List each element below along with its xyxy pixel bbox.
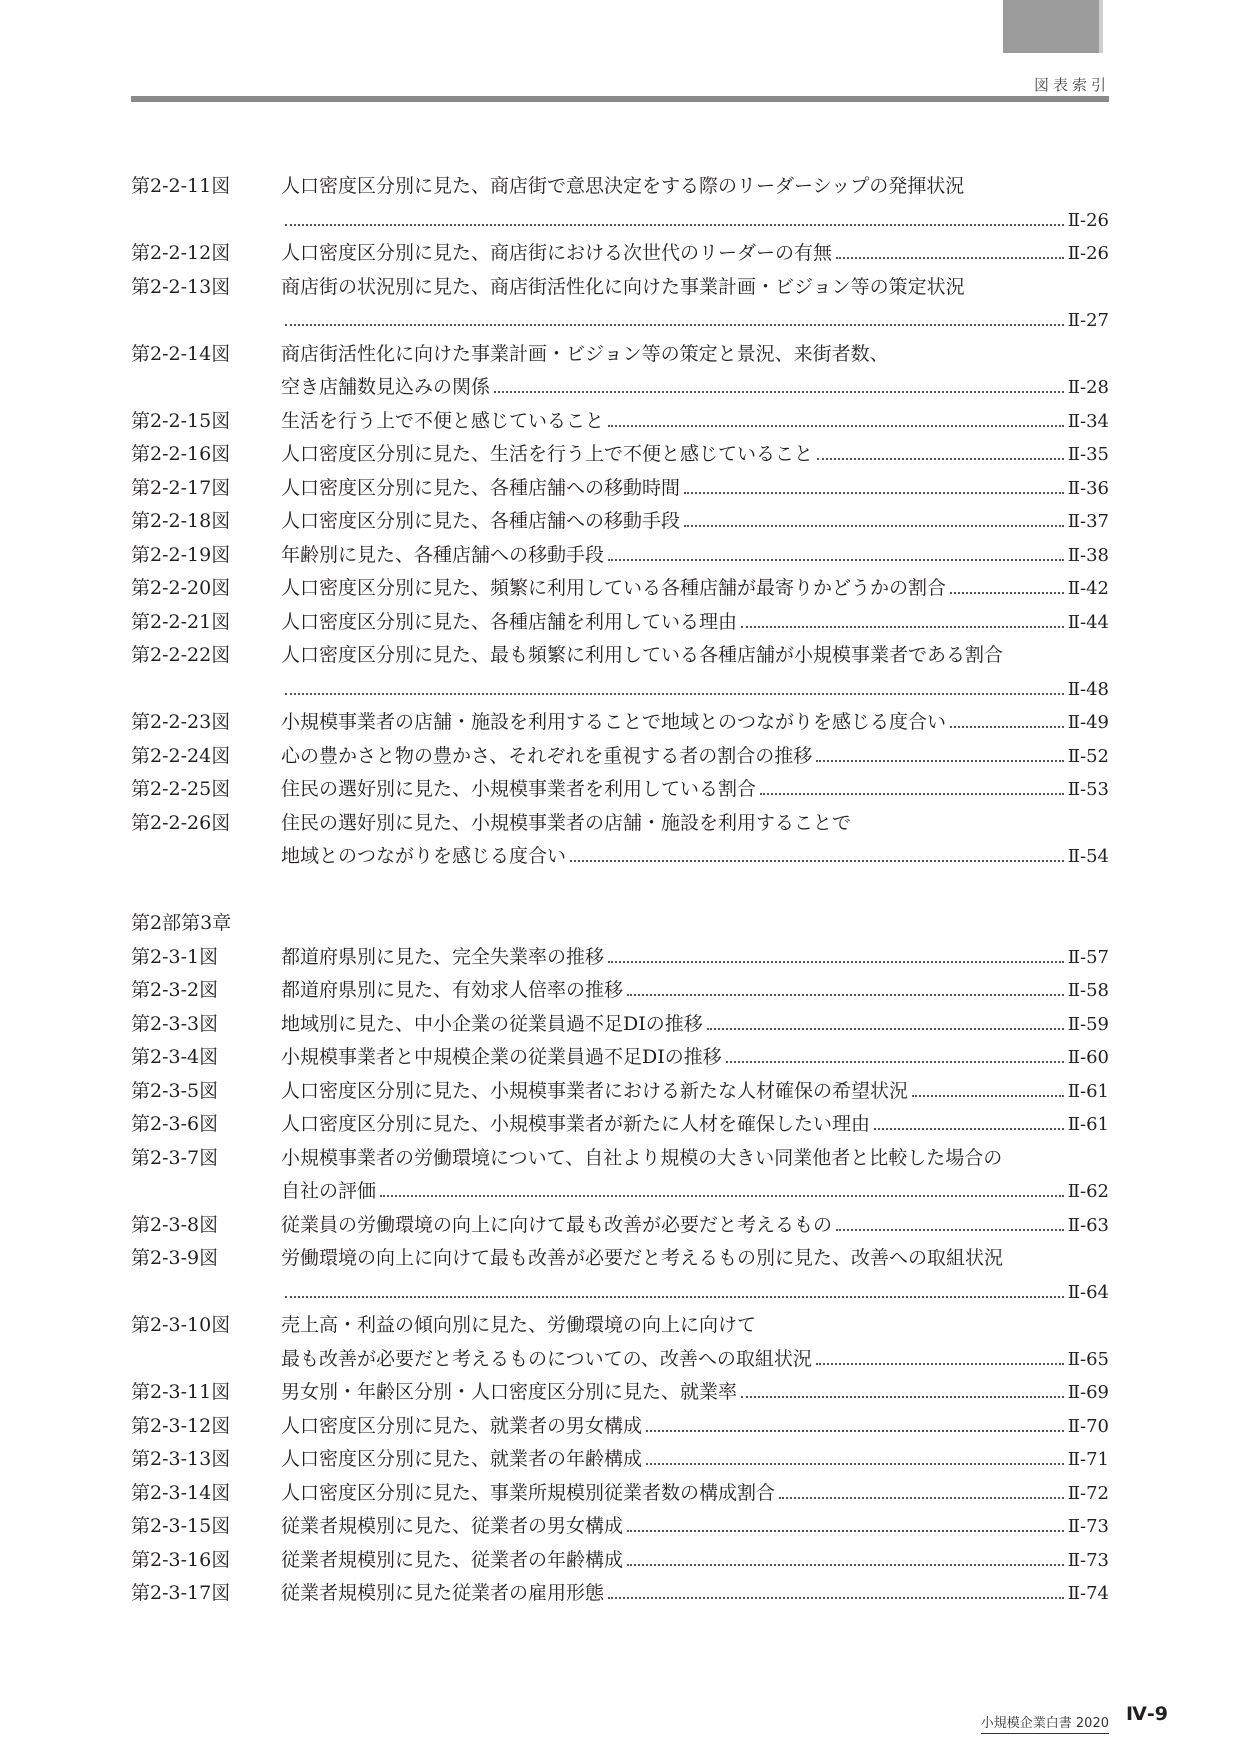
page-reference: Ⅱ-64 (1067, 1281, 1109, 1303)
figure-title: 従業員の労働環境の向上に向けて最も改善が必要だと考えるもの (281, 1213, 833, 1236)
entry-line (281, 338, 1109, 372)
figure-title: 人口密度区分別に見た、生活を行う上で不便と感じていること (281, 443, 814, 465)
figure-code: 第2-2-21図 (131, 610, 231, 633)
page-number: Ⅳ-9 (1126, 1703, 1168, 1725)
entry-body (281, 170, 1109, 237)
figure-code: 第2-2-16図 (131, 443, 231, 465)
page-reference: Ⅱ-35 (1067, 444, 1109, 465)
page-reference: Ⅱ-44 (1067, 611, 1109, 633)
page-reference: Ⅱ-36 (1067, 477, 1109, 499)
footer (0, 1712, 1109, 1734)
entry-line (281, 438, 1109, 472)
index-entry (131, 1477, 1109, 1511)
figure-title: 最も改善が必要だと考えるものについての、改善への取組状況 (281, 1347, 812, 1370)
figure-code: 第2-3-17図 (131, 1582, 231, 1604)
entry-body (281, 405, 1109, 439)
dot-leader (950, 726, 1064, 728)
page-reference: Ⅱ-28 (1067, 377, 1109, 398)
entry-body (281, 539, 1109, 573)
index-entry (131, 1510, 1109, 1544)
dot-leader (627, 994, 1064, 996)
page-reference: Ⅱ-48 (1067, 678, 1109, 700)
page-reference: Ⅱ-59 (1067, 1013, 1109, 1035)
dot-leader (816, 760, 1064, 762)
index-entry (131, 1142, 1109, 1209)
entry-line (281, 673, 1109, 707)
dot-leader (285, 693, 1064, 695)
dot-leader (760, 793, 1064, 795)
dot-leader (627, 1564, 1064, 1566)
index-list-part2-ch2 (131, 170, 1109, 874)
index-entry (131, 170, 1109, 237)
entry-body (281, 505, 1109, 539)
index-entry (131, 1209, 1109, 1243)
page-reference: Ⅱ-73 (1067, 1549, 1109, 1571)
index-entry (131, 941, 1109, 975)
corner-tab (1003, 0, 1103, 53)
page-reference: Ⅱ-63 (1067, 1214, 1109, 1236)
dot-leader (608, 559, 1064, 561)
entry-body (281, 1108, 1109, 1142)
entry-line (281, 237, 1109, 271)
figure-title: 心の豊かさと物の豊かさ、それぞれを重視する者の割合の推移 (281, 744, 813, 767)
entry-body (281, 1577, 1109, 1611)
entry-line (281, 1276, 1109, 1310)
figure-code: 第2-3-11図 (131, 1381, 231, 1403)
entry-body (281, 740, 1109, 774)
index-entry (131, 1309, 1109, 1376)
entry-line (281, 472, 1109, 506)
dot-leader (950, 592, 1064, 594)
entry-body (281, 438, 1109, 472)
page-reference: Ⅱ-52 (1067, 745, 1109, 767)
entry-line (281, 1041, 1109, 1075)
figure-code: 第2-2-19図 (131, 543, 231, 566)
figure-code: 第2-3-5図 (131, 1079, 219, 1102)
dot-leader (570, 860, 1064, 862)
entry-body (281, 1242, 1109, 1309)
dot-leader (707, 1028, 1064, 1030)
dot-leader (684, 525, 1064, 527)
index-entry (131, 974, 1109, 1008)
figure-code: 第2-2-18図 (131, 510, 231, 532)
index-entry (131, 572, 1109, 606)
figure-title: 人口密度区分別に見た、就業者の男女構成 (281, 1414, 643, 1437)
page-reference: Ⅱ-54 (1067, 846, 1109, 867)
figure-code: 第2-3-3図 (131, 1012, 219, 1035)
figure-code: 第2-2-23図 (131, 711, 231, 733)
entry-line (281, 1343, 1109, 1377)
entry-body (281, 1544, 1109, 1578)
figure-code: 第2-3-8図 (131, 1213, 219, 1236)
index-entry (131, 706, 1109, 740)
entry-line (281, 840, 1109, 874)
entry-body (281, 1309, 1109, 1376)
entry-body (281, 1477, 1109, 1511)
section-header: 図表索引 (1033, 76, 1110, 94)
figure-title: 従業者規模別に見た従業者の雇用形態 (281, 1582, 605, 1604)
figure-title: 売上高・利益の傾向別に見た、労働環境の向上に向けて (281, 1314, 757, 1336)
dot-leader (608, 961, 1064, 963)
dot-leader (817, 458, 1064, 460)
entry-line (281, 204, 1109, 238)
entry-body (281, 472, 1109, 506)
page-reference: Ⅱ-26 (1067, 243, 1109, 264)
index-entry (131, 1242, 1109, 1309)
index-entry (131, 1041, 1109, 1075)
entry-line (281, 1108, 1109, 1142)
dot-leader (285, 1296, 1064, 1298)
entry-body (281, 237, 1109, 271)
figure-code: 第2-2-26図 (131, 811, 231, 834)
index-entry (131, 773, 1109, 807)
figure-code: 第2-2-20図 (131, 577, 231, 599)
entry-line (281, 1142, 1109, 1176)
figure-index (131, 170, 1109, 1611)
figure-code: 第2-3-6図 (131, 1113, 219, 1135)
entry-line (281, 706, 1109, 740)
entry-line (281, 1175, 1109, 1209)
figure-title: 自社の評価 (281, 1180, 377, 1202)
figure-code: 第2-3-10図 (131, 1314, 231, 1336)
page-reference: Ⅱ-61 (1067, 1114, 1109, 1135)
index-entry (131, 1544, 1109, 1578)
index-entry (131, 1376, 1109, 1410)
figure-code: 第2-3-9図 (131, 1247, 219, 1269)
figure-code: 第2-2-25図 (131, 778, 231, 800)
entry-line (281, 170, 1109, 204)
page-reference: Ⅱ-71 (1067, 1449, 1109, 1470)
figure-title: 都道府県別に見た、有効求人倍率の推移 (281, 979, 624, 1001)
page-reference: Ⅱ-65 (1067, 1348, 1109, 1370)
page-reference: Ⅱ-58 (1067, 980, 1109, 1001)
dot-leader (608, 1597, 1064, 1599)
index-entry (131, 639, 1109, 706)
page-reference: Ⅱ-73 (1067, 1516, 1109, 1537)
figure-title: 人口密度区分別に見た、商店街で意思決定をする際のリーダーシップの発揮状況 (281, 175, 965, 197)
entry-line (281, 1209, 1109, 1243)
chapter-heading: 第2部第3章 (131, 912, 232, 934)
figure-code: 第2-3-14図 (131, 1481, 231, 1504)
figure-title: 小規模事業者の労働環境について、自社より規模の大きい同業他者と比較した場合の (281, 1146, 1003, 1169)
page-reference: Ⅱ-70 (1067, 1415, 1109, 1437)
entry-body (281, 941, 1109, 975)
entry-line (281, 539, 1109, 573)
entry-line (281, 773, 1109, 807)
figure-title: 人口密度区分別に見た、商店街における次世代のリーダーの有無 (281, 242, 833, 264)
dot-leader (646, 1430, 1064, 1432)
entry-body (281, 974, 1109, 1008)
figure-title: 小規模事業者の店舗・施設を利用することで地域とのつながりを感じる度合い (281, 711, 947, 733)
page-reference: Ⅱ-42 (1067, 578, 1109, 599)
header-rule (131, 96, 1109, 102)
dot-leader (779, 1497, 1064, 1499)
entry-body (281, 1075, 1109, 1109)
figure-title: 人口密度区分別に見た、事業所規模別従業者数の構成割合 (281, 1481, 776, 1504)
page-reference: Ⅱ-61 (1067, 1080, 1109, 1102)
index-entry (131, 1075, 1109, 1109)
entry-line (281, 405, 1109, 439)
index-entry (131, 1008, 1109, 1042)
index-entry (131, 338, 1109, 405)
publication-title: 小規模企業白書 2020 (981, 1712, 1109, 1734)
figure-title: 地域とのつながりを感じる度合い (281, 845, 567, 867)
entry-line (281, 1510, 1109, 1544)
page-reference: Ⅱ-34 (1067, 410, 1109, 432)
entry-body (281, 1410, 1109, 1444)
figure-code: 第2-3-12図 (131, 1414, 231, 1437)
figure-title: 住民の選好別に見た、小規模事業者を利用している割合 (281, 778, 757, 800)
entry-line (281, 304, 1109, 338)
figure-code: 第2-2-22図 (131, 644, 231, 666)
figure-code: 第2-3-16図 (131, 1548, 231, 1571)
page-reference: Ⅱ-37 (1067, 511, 1109, 532)
index-entry (131, 740, 1109, 774)
figure-title: 従業者規模別に見た、従業者の男女構成 (281, 1515, 624, 1537)
figure-title: 人口密度区分別に見た、各種店舗への移動時間 (281, 476, 681, 499)
figure-title: 人口密度区分別に見た、各種店舗への移動手段 (281, 510, 681, 532)
page-reference: Ⅱ-57 (1067, 946, 1109, 968)
figure-code: 第2-2-11図 (131, 175, 231, 197)
entry-line (281, 1309, 1109, 1343)
page-reference: Ⅱ-74 (1067, 1583, 1109, 1604)
entry-line (281, 1544, 1109, 1578)
figure-title: 商店街活性化に向けた事業計画・ビジョン等の策定と景況、来街者数、 (281, 342, 889, 365)
dot-leader (726, 1061, 1064, 1063)
figure-title: 生活を行う上で不便と感じていること (281, 409, 605, 432)
entry-body (281, 639, 1109, 706)
entry-line (281, 1410, 1109, 1444)
index-entry (131, 1443, 1109, 1477)
index-entry (131, 271, 1109, 338)
dot-leader (741, 1396, 1064, 1398)
entry-body (281, 271, 1109, 338)
page-reference: Ⅱ-26 (1067, 209, 1109, 231)
entry-line (281, 639, 1109, 673)
entry-line (281, 974, 1109, 1008)
page-reference: Ⅱ-69 (1067, 1382, 1109, 1403)
entry-line (281, 505, 1109, 539)
index-entry (131, 807, 1109, 874)
index-entry (131, 237, 1109, 271)
dot-leader (646, 1463, 1064, 1465)
dot-leader (816, 1363, 1064, 1365)
figure-title: 労働環境の向上に向けて最も改善が必要だと考えるもの別に見た、改善への取組状況 (281, 1247, 1004, 1269)
entry-line (281, 807, 1109, 841)
index-entry (131, 438, 1109, 472)
entry-line (281, 740, 1109, 774)
dot-leader (285, 224, 1064, 226)
page-reference: Ⅱ-62 (1067, 1181, 1109, 1202)
figure-title: 都道府県別に見た、完全失業率の推移 (281, 945, 605, 968)
dot-leader (285, 324, 1064, 326)
figure-title: 住民の選好別に見た、小規模事業者の店舗・施設を利用することで (281, 811, 852, 834)
figure-code: 第2-2-13図 (131, 275, 231, 298)
entry-body (281, 1041, 1109, 1075)
entry-line (281, 1075, 1109, 1109)
figure-title: 人口密度区分別に見た、小規模事業者が新たに人材を確保したい理由 (281, 1113, 871, 1135)
dot-leader (608, 425, 1064, 427)
entry-body (281, 706, 1109, 740)
entry-line (281, 1376, 1109, 1410)
index-list-part2-ch3 (131, 941, 1109, 1611)
figure-code: 第2-2-14図 (131, 342, 231, 365)
page-reference: Ⅱ-60 (1067, 1047, 1109, 1068)
dot-leader (494, 391, 1064, 393)
figure-code: 第2-3-1図 (131, 945, 219, 968)
dot-leader (874, 1128, 1064, 1130)
index-entry (131, 606, 1109, 640)
figure-title: 空き店舗数見込みの関係 (281, 376, 491, 398)
figure-code: 第2-3-4図 (131, 1046, 219, 1068)
dot-leader (912, 1095, 1064, 1097)
entry-line (281, 1577, 1109, 1611)
page-reference: Ⅱ-38 (1067, 544, 1109, 566)
figure-title: 人口密度区分別に見た、各種店舗を利用している理由 (281, 610, 738, 633)
figure-code: 第2-3-7図 (131, 1146, 219, 1169)
dot-leader (627, 1530, 1064, 1532)
page-reference: Ⅱ-53 (1067, 779, 1109, 800)
entry-line (281, 271, 1109, 305)
dot-leader (836, 1229, 1064, 1231)
figure-title: 男女別・年齢区分別・人口密度区分別に見た、就業率 (281, 1381, 738, 1403)
figure-code: 第2-2-24図 (131, 744, 231, 767)
figure-code: 第2-3-2図 (131, 979, 219, 1001)
dot-leader (684, 492, 1064, 494)
figure-code: 第2-3-13図 (131, 1448, 231, 1470)
dot-leader (380, 1195, 1064, 1197)
figure-code: 第2-2-12図 (131, 242, 231, 264)
figure-title: 人口密度区分別に見た、小規模事業者における新たな人材確保の希望状況 (281, 1079, 909, 1102)
entry-body (281, 1209, 1109, 1243)
entry-body (281, 773, 1109, 807)
figure-code: 第2-2-17図 (131, 476, 231, 499)
entry-body (281, 807, 1109, 874)
figure-title: 人口密度区分別に見た、頻繁に利用している各種店舗が最寄りかどうかの割合 (281, 577, 947, 599)
index-entry (131, 539, 1109, 573)
index-entry (131, 1577, 1109, 1611)
figure-code: 第2-3-15図 (131, 1515, 231, 1537)
figure-title: 小規模事業者と中規模企業の従業員過不足DIの推移 (281, 1046, 722, 1068)
entry-body (281, 1510, 1109, 1544)
index-entry (131, 505, 1109, 539)
index-entry (131, 1108, 1109, 1142)
entry-body (281, 338, 1109, 405)
index-entry (131, 1410, 1109, 1444)
entry-line (281, 1242, 1109, 1276)
figure-title: 人口密度区分別に見た、就業者の年齢構成 (281, 1448, 643, 1470)
entry-line (281, 941, 1109, 975)
page-reference: Ⅱ-27 (1067, 310, 1109, 331)
figure-title: 人口密度区分別に見た、最も頻繁に利用している各種店舗が小規模事業者である割合 (281, 644, 1004, 666)
entry-line (281, 1008, 1109, 1042)
page-reference: Ⅱ-72 (1067, 1482, 1109, 1504)
entry-body (281, 1376, 1109, 1410)
index-entry (131, 405, 1109, 439)
entry-body (281, 606, 1109, 640)
entry-line (281, 572, 1109, 606)
figure-title: 従業者規模別に見た、従業者の年齢構成 (281, 1548, 624, 1571)
entry-line (281, 606, 1109, 640)
figure-code: 第2-2-15図 (131, 409, 231, 432)
figure-title: 地域別に見た、中小企業の従業員過不足DIの推移 (281, 1012, 703, 1035)
entry-body (281, 1142, 1109, 1209)
dot-leader (741, 626, 1064, 628)
entry-line (281, 1443, 1109, 1477)
dot-leader (836, 257, 1064, 259)
entry-line (281, 371, 1109, 405)
page-reference: Ⅱ-49 (1067, 712, 1109, 733)
figure-title: 年齢別に見た、各種店舗への移動手段 (281, 543, 605, 566)
entry-body (281, 1443, 1109, 1477)
index-entry (131, 472, 1109, 506)
entry-body (281, 572, 1109, 606)
figure-title: 商店街の状況別に見た、商店街活性化に向けた事業計画・ビジョン等の策定状況 (281, 275, 965, 298)
entry-line (281, 1477, 1109, 1511)
entry-body (281, 1008, 1109, 1042)
